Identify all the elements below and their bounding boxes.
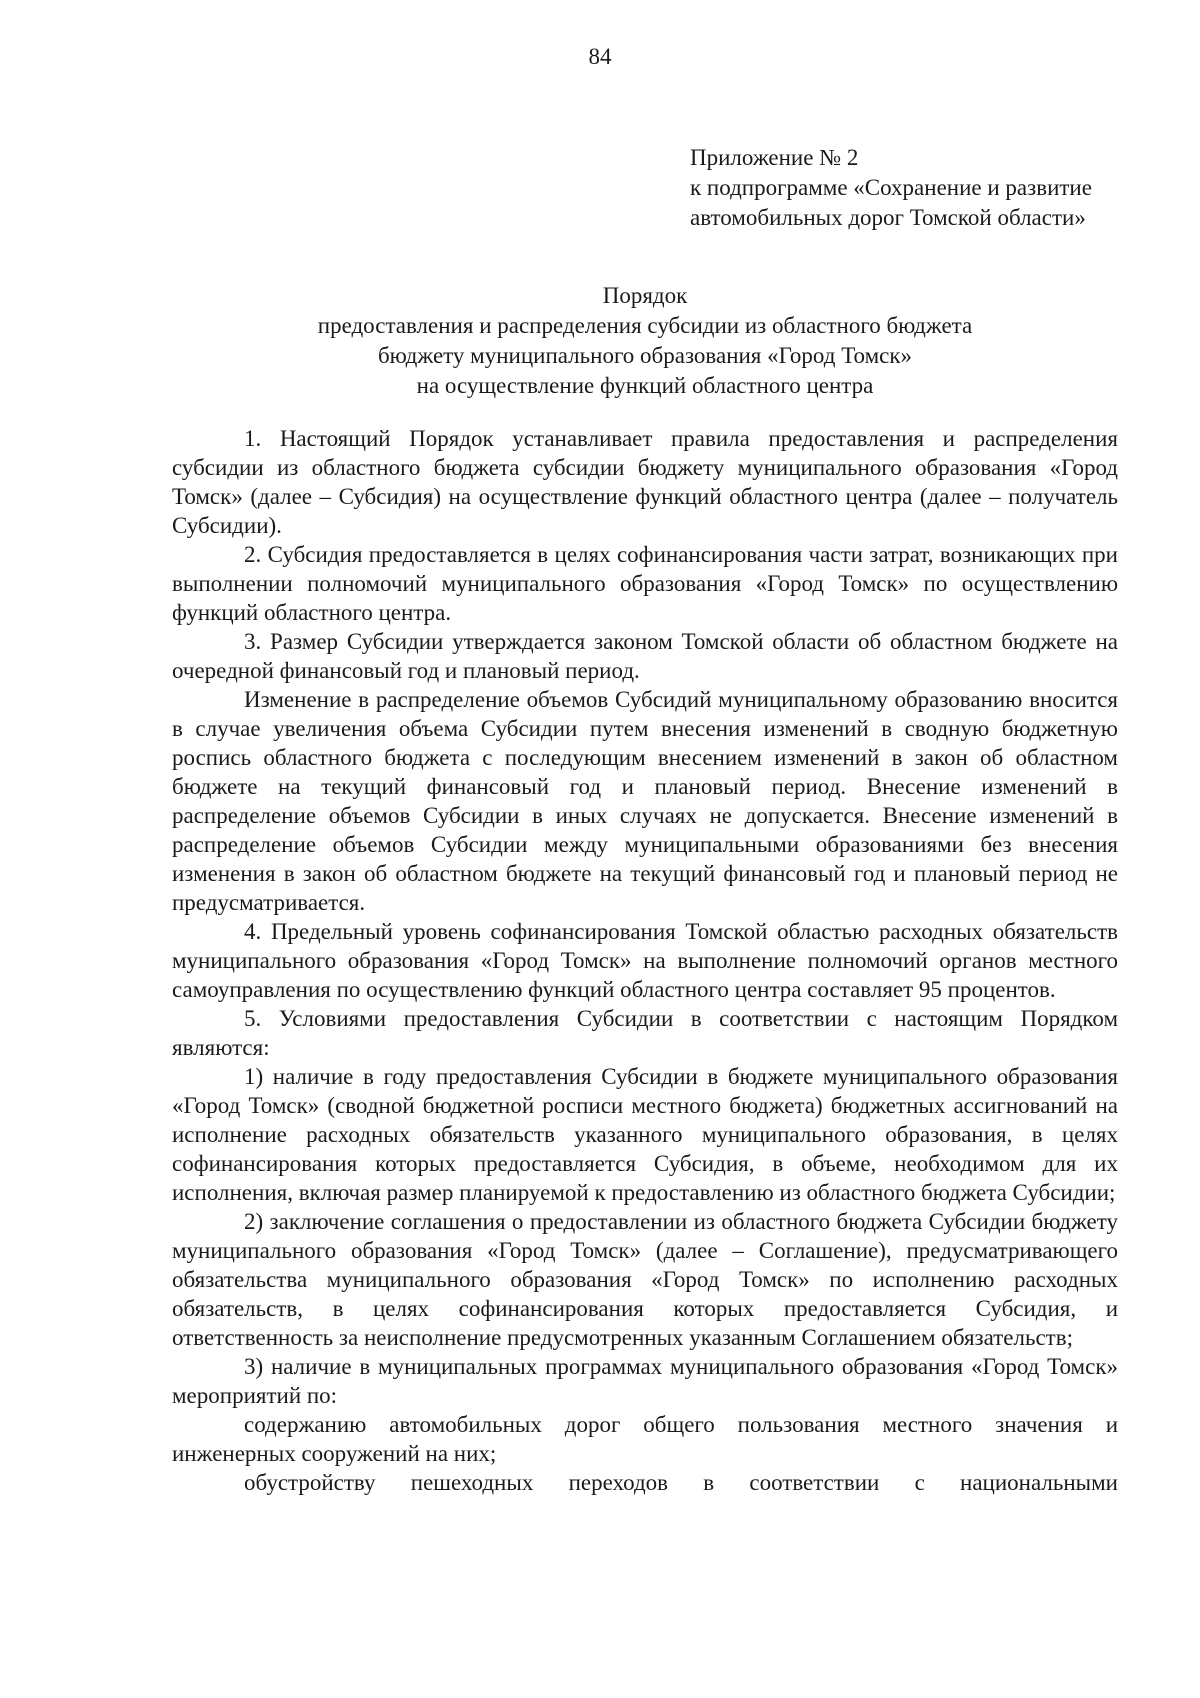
condition-2: 2) заключение соглашения о предоставлении из областного бюджета Субсидии бюджету муниципального образования «Город Томск» (далее – Соглашение), предусматривающего обязательства муниципального образования «Город Томск» по исполнению расходных обязательств, в целях софинансирования которых предоставляется Субсидия, и ответственность за неисполнение предусмотренных указанным Соглашением обязательств; [172, 1209, 1118, 1350]
page-number: 84 [588, 44, 612, 69]
document-body [172, 424, 1118, 1497]
title-line: предоставления и распределения субсидии из областного бюджета [317, 313, 973, 338]
appendix-line: к подпрограмме «Сохранение и развитие [690, 175, 1092, 200]
paragraph-4: 4. Предельный уровень софинансирования Томской областью расходных обязательств муниципального образования «Город Томск» на выполнение полномочий органов местного самоуправления по осуществлению функций областного центра составляет 95 процентов. [172, 919, 1118, 1002]
appendix-line: автомобильных дорог Томской области» [690, 205, 1086, 230]
document-title [172, 281, 1118, 401]
paragraph-5: 5. Условиями предоставления Субсидии в соответствии с настоящим Порядком являются: [172, 1006, 1118, 1060]
title-line: бюджету муниципального образования «Город Томск» [377, 343, 913, 368]
condition-3-item-crossings: обустройству пешеходных переходов в соответствии с национальными [244, 1470, 1118, 1495]
paragraph-1: 1. Настоящий Порядок устанавливает правила предоставления и распределения субсидии из областного бюджета субсидии бюджету муниципального образования «Город Томск» (далее – Субсидия) на осуществление функций областного центра (далее – получатель Субсидии). [172, 426, 1118, 538]
condition-1: 1) наличие в году предоставления Субсидии в бюджете муниципального образования «Город Томск» (сводной бюджетной росписи местного бюджета) бюджетных ассигнований на исполнение расходных обязательств указанного муниципального образования, в целях софинансирования которых предоставляется Субсидия, в объеме, необходимом для их исполнения, включая размер планируемой к предоставлению из областного бюджета Субсидии; [172, 1064, 1118, 1205]
appendix-line: Приложение № 2 [690, 145, 859, 170]
title-line: на осуществление функций областного центра [416, 373, 874, 398]
appendix-header [690, 143, 1160, 233]
title-line: Порядок [602, 283, 688, 308]
paragraph-3: 3. Размер Субсидии утверждается законом Томской области об областном бюджете на очередной финансовый год и плановый период. [172, 629, 1118, 683]
condition-3-item-roads: содержанию автомобильных дорог общего пользования местного значения и инженерных сооружений на них; [172, 1412, 1118, 1466]
paragraph-2: 2. Субсидия предоставляется в целях софинансирования части затрат, возникающих при выполнении полномочий муниципального образования «Город Томск» по осуществлению функций областного центра. [172, 542, 1118, 625]
paragraph-changes: Изменение в распределение объемов Субсидий муниципальному образованию вносится в случае увеличения объема Субсидии путем внесения изменений в сводную бюджетную роспись областного бюджета с последующим внесением изменений в закон об областном бюджете на текущий финансовый год и плановый период. Внесение изменений в распределение объемов Субсидии в иных случаях не допускается. Внесение изменений в распределение объемов Субсидии между муниципальными образованиями без внесения изменения в закон об областном бюджете на текущий финансовый год и плановый период не предусматривается. [172, 687, 1118, 915]
condition-3: 3) наличие в муниципальных программах муниципального образования «Город Томск» мероприятий по: [172, 1354, 1118, 1408]
